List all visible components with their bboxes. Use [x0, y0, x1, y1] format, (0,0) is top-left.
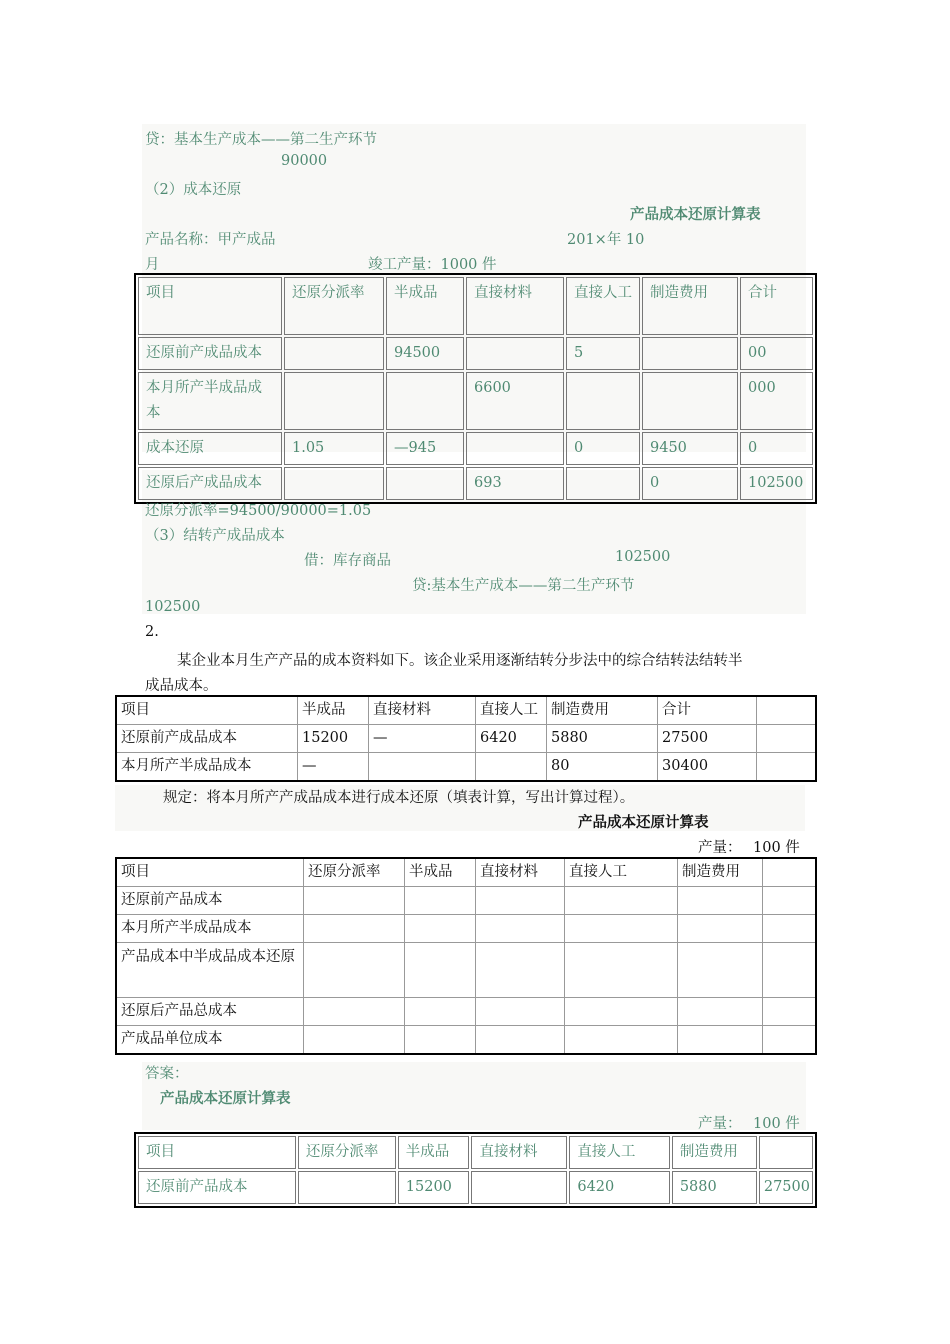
- table-row: [117, 1026, 815, 1053]
- header-cell: 项目: [117, 859, 303, 887]
- table-cell: 27500: [759, 1171, 813, 1204]
- answer-table-title: 产品成本还原计算表: [160, 1091, 291, 1107]
- table-cell: 102500: [740, 467, 813, 500]
- table-cell: 00: [740, 337, 813, 370]
- table-cell: [475, 887, 564, 915]
- header-cell: 还原分派率: [284, 277, 384, 335]
- table-cell: [475, 943, 564, 998]
- header-cell: 制造费用: [546, 697, 657, 725]
- table-cell: [404, 1026, 475, 1053]
- table-row: [138, 432, 813, 465]
- header-cell: 半成品: [404, 859, 475, 887]
- table-cell: [756, 725, 815, 753]
- credit-line: 贷：基本生产成本——第二生产环节: [145, 132, 377, 148]
- table-row: [138, 337, 813, 370]
- completed-output-label: 竣工产量：1000 件: [368, 257, 497, 273]
- answer-output-label: 产量：: [698, 1116, 742, 1132]
- header-cell: 合计: [657, 697, 756, 725]
- table-row: [117, 998, 815, 1026]
- table-cell: [762, 943, 815, 998]
- question-number: 2.: [145, 624, 159, 640]
- blank-table-title: 产品成本还原计算表: [578, 815, 709, 831]
- table-cell: 6420: [475, 725, 546, 753]
- table-cell: 本月所产半成品成本: [117, 915, 303, 943]
- table-cell: [642, 372, 738, 430]
- table-cell: [404, 943, 475, 998]
- table-cell: [677, 887, 762, 915]
- step-transfer: （3）结转产成品成本: [145, 528, 285, 544]
- table-cell: 5: [566, 337, 640, 370]
- table-row: [117, 943, 815, 998]
- table-cell: [564, 943, 677, 998]
- answer-restoration-table: [134, 1132, 817, 1208]
- table-cell: [466, 432, 564, 465]
- table-cell: [386, 467, 464, 500]
- table-cell: 27500: [657, 725, 756, 753]
- debit-line: 借：库存商品: [304, 553, 391, 569]
- header-cell: 直接人工: [566, 277, 640, 335]
- date-label-part1: 201×年 10: [567, 232, 645, 248]
- table-cell: [762, 998, 815, 1026]
- header-cell: [762, 859, 815, 887]
- table-cell: [303, 887, 404, 915]
- header-cell: 直接材料: [471, 1136, 567, 1169]
- header-cell: 半成品: [398, 1136, 470, 1169]
- table-cell: 产成品单位成本: [121, 1031, 223, 1047]
- table-cell: 6420: [569, 1171, 669, 1204]
- header-cell: 合计: [740, 277, 813, 335]
- table-cell: [284, 467, 384, 500]
- table-cell: [284, 337, 384, 370]
- table-cell: [756, 697, 815, 725]
- table-cell: [564, 998, 677, 1026]
- credit-line-2: 贷:基本生产成本——第二生产环节: [412, 578, 635, 594]
- blank-restoration-table: [115, 857, 817, 1055]
- table-cell: [564, 1026, 677, 1053]
- table-cell: 6600: [466, 372, 564, 430]
- table-cell: [298, 1171, 396, 1204]
- table-cell: [475, 1026, 564, 1053]
- table-cell: [566, 467, 640, 500]
- table-cell: 还原前产品成本: [117, 887, 303, 915]
- table-row: [138, 1171, 813, 1204]
- header-cell: 项目: [117, 697, 297, 725]
- table-cell: 1.05: [284, 432, 384, 465]
- table-header-row: [138, 1136, 813, 1169]
- table-cell: [566, 372, 640, 430]
- debit-amount: 102500: [615, 549, 671, 565]
- table-cell: [404, 998, 475, 1026]
- table-row: [117, 725, 815, 753]
- table-cell: 还原前产成品成本: [138, 337, 282, 370]
- header-cell: 制造费用: [677, 859, 762, 887]
- table-cell: [303, 915, 404, 943]
- table-header-row: [117, 859, 815, 887]
- table-cell: 0: [740, 432, 813, 465]
- question-intro-line2: 成品成本。: [145, 678, 218, 694]
- date-label-part2: 月: [145, 257, 160, 273]
- table-cell: [762, 887, 815, 915]
- step-cost-restoration: （2）成本还原: [145, 182, 242, 198]
- header-cell: 直接人工: [475, 697, 546, 725]
- requirement-text: 规定：将本月所产产成品成本进行成本还原（填表计算，写出计算过程）。: [163, 790, 635, 806]
- table-cell: 15200: [398, 1171, 470, 1204]
- table-cell: [677, 943, 762, 998]
- table-row: [117, 887, 815, 915]
- table-cell: [762, 1026, 815, 1053]
- table-row: [138, 467, 813, 500]
- header-cell: 半成品: [386, 277, 464, 335]
- header-cell: 项目: [138, 1136, 296, 1169]
- credit-amount-2: 102500: [145, 599, 201, 615]
- table-cell: [404, 887, 475, 915]
- table-cell: [756, 753, 815, 780]
- table-cell: [564, 887, 677, 915]
- header-cell: [759, 1136, 813, 1169]
- table-header-row: [138, 277, 813, 335]
- table-cell: 5880: [546, 725, 657, 753]
- output-label: 产量：: [698, 840, 742, 856]
- table-cell: [475, 915, 564, 943]
- table-cell: 本月所产半成品成本: [138, 372, 282, 430]
- table-cell: 还原后产成品成本: [138, 467, 282, 500]
- table-cell: [386, 372, 464, 430]
- table-cell: 产品成本中半成品成本还原: [117, 943, 303, 998]
- header-cell: 直接人工: [569, 1136, 669, 1169]
- table-cell: —945: [386, 432, 464, 465]
- header-cell: 还原分派率: [303, 859, 404, 887]
- header-cell: 还原分派率: [298, 1136, 396, 1169]
- rate-formula: 还原分派率=94500/90000=1.05: [145, 503, 372, 519]
- table-cell: 本月所产半成品成本: [121, 758, 252, 774]
- header-cell: 制造费用: [672, 1136, 757, 1169]
- table-cell: —: [297, 753, 368, 780]
- table-cell: 94500: [386, 337, 464, 370]
- table-cell: 80: [546, 753, 657, 780]
- table-header-row: [117, 697, 815, 725]
- table-cell: [471, 1171, 567, 1204]
- table-cell: [677, 998, 762, 1026]
- table-cell: [303, 1026, 404, 1053]
- header-cell: 直接材料: [475, 859, 564, 887]
- header-cell: 制造费用: [642, 277, 738, 335]
- table-cell: [677, 915, 762, 943]
- credit-amount: 90000: [281, 153, 328, 169]
- table-cell: 000: [740, 372, 813, 430]
- header-cell: 直接材料: [466, 277, 564, 335]
- table-cell: 成本还原: [138, 432, 282, 465]
- header-cell: 直接材料: [368, 697, 475, 725]
- restoration-table-title: 产品成本还原计算表: [630, 207, 761, 223]
- header-cell: 半成品: [297, 697, 368, 725]
- table-cell: 还原前产成品成本: [117, 725, 297, 753]
- table-cell: [368, 753, 475, 780]
- table-cell: —: [368, 725, 475, 753]
- header-cell: 直接人工: [564, 859, 677, 887]
- table-cell: 还原前产品成本: [138, 1171, 296, 1204]
- table-cell: [284, 372, 384, 430]
- restoration-table-1: [134, 273, 817, 504]
- table-cell: 15200: [297, 725, 368, 753]
- table-cell: 0: [566, 432, 640, 465]
- table-cell: [475, 998, 564, 1026]
- table-row: [117, 915, 815, 943]
- table-cell: [642, 337, 738, 370]
- table-cell: [466, 337, 564, 370]
- output-value: 100 件: [753, 840, 800, 856]
- cost-data-table: [115, 695, 817, 782]
- table-cell: 还原后产品总成本: [117, 998, 303, 1026]
- answer-output-value: 100 件: [753, 1116, 800, 1132]
- table-cell: 0: [642, 467, 738, 500]
- table-cell: [303, 998, 404, 1026]
- header-cell: 项目: [138, 277, 282, 335]
- table-cell: [677, 1026, 762, 1053]
- table-cell: 9450: [642, 432, 738, 465]
- table-cell: [404, 915, 475, 943]
- table-cell: 30400: [657, 753, 756, 780]
- answer-label: 答案：: [145, 1066, 189, 1082]
- table-cell: 693: [466, 467, 564, 500]
- table-cell: [564, 915, 677, 943]
- table-cell: [303, 943, 404, 998]
- table-cell: [762, 915, 815, 943]
- product-name-label: 产品名称：甲产成品: [145, 232, 276, 248]
- table-cell: [475, 753, 546, 780]
- table-row: [138, 372, 813, 430]
- table-cell: 5880: [672, 1171, 757, 1204]
- table-row: [117, 753, 815, 780]
- question-intro-line1: 某企业本月生产产品的成本资料如下。该企业采用逐渐结转分步法中的综合结转法结转半: [177, 653, 743, 669]
